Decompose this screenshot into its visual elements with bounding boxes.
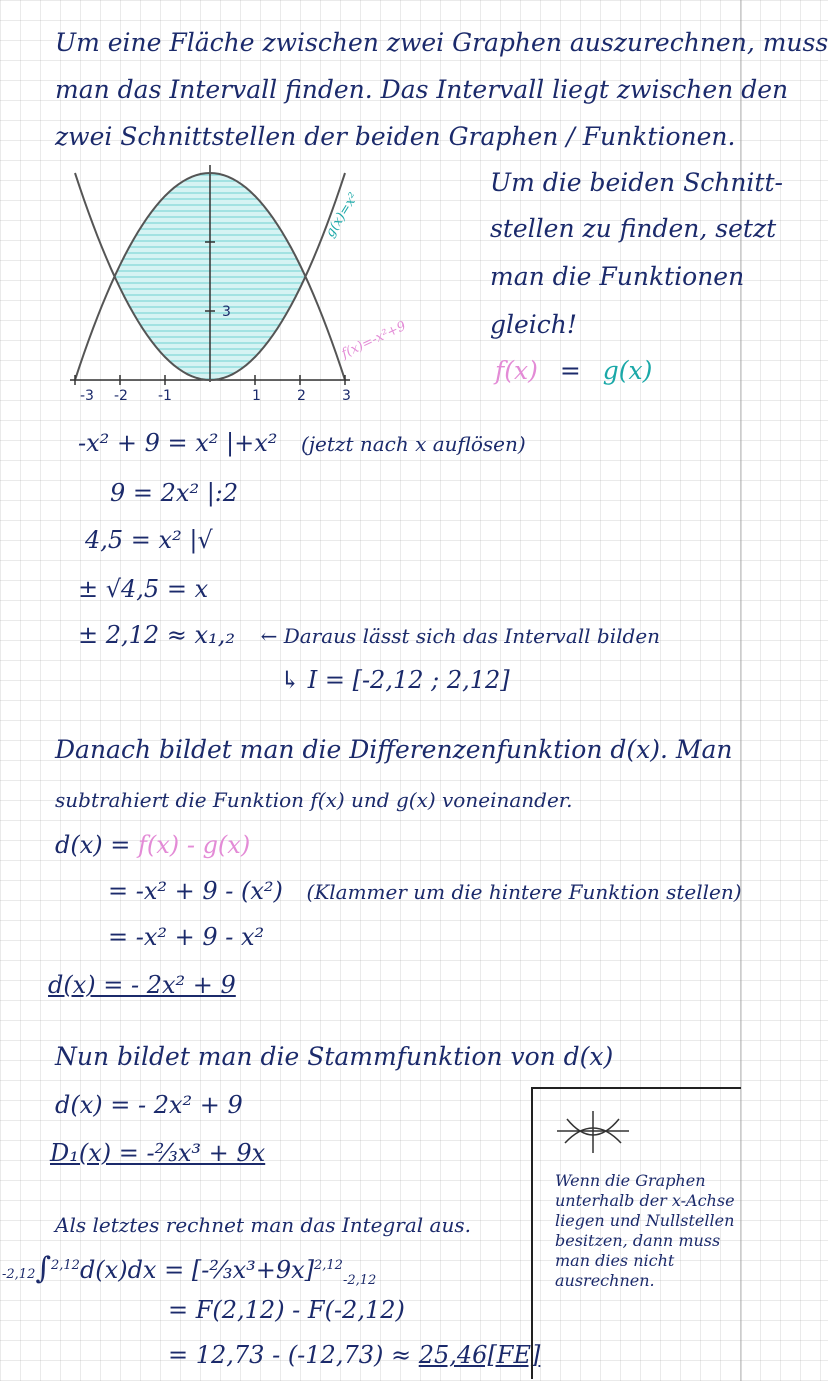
- integral-step-2-a: = 12,73 - (-12,73) ≈: [168, 1341, 412, 1369]
- x-tick--3: -3: [80, 388, 94, 404]
- x-tick-3: 3: [342, 388, 351, 404]
- y-tick-3: 3: [222, 304, 231, 320]
- sketch-graph-icon: [553, 1107, 633, 1155]
- integral-lower: -2,12: [2, 1267, 36, 1282]
- x-tick-1: 1: [252, 388, 261, 404]
- integral-step-2: [168, 1340, 540, 1370]
- solve-step-1: [78, 428, 526, 459]
- integral-result: 25,46[FE]: [418, 1341, 541, 1369]
- intro-line-1: Um eine Fläche zwischen zwei Graphen auszurechnen, muss: [55, 28, 828, 57]
- intro-line-2: man das Intervall finden. Das Intervall liegt zwischen den: [55, 75, 789, 104]
- solve-step-4: ± √4,5 = x: [78, 575, 209, 603]
- solve-step-2: 9 = 2x² |:2: [110, 479, 239, 507]
- side-note-g: g(x): [602, 356, 653, 385]
- integral-upper: 2,12: [50, 1258, 80, 1273]
- difference-def-f: f(x): [138, 831, 180, 859]
- function-graph: [60, 160, 409, 410]
- difference-step-1-note: (Klammer um die hintere Funktion stellen): [306, 880, 742, 904]
- x-tick-2: 2: [297, 388, 306, 404]
- difference-step-1-eq: = -x² + 9 - (x²): [108, 877, 283, 905]
- antiderivative-line: Nun bildet man die Stammfunktion von d(x): [55, 1042, 614, 1071]
- x-tick--1: -1: [158, 388, 172, 404]
- side-note-line-4: gleich!: [490, 310, 577, 339]
- solve-step-5-note: ← Daraus lässt sich das Intervall bilden: [260, 624, 661, 648]
- f-label: f(x)=-x²+9: [339, 318, 409, 362]
- difference-line-2: subtrahiert die Funktion f(x) und g(x) voneinander.: [55, 788, 573, 812]
- difference-def: [55, 830, 250, 860]
- side-note-line-3: man die Funktionen: [490, 262, 745, 291]
- difference-def-minus: -: [186, 831, 195, 859]
- solve-step-5: [78, 620, 660, 651]
- solve-step-5-eq: ± 2,12 ≈ x₁,₂: [78, 621, 235, 649]
- side-note-equation: [495, 356, 652, 386]
- solve-step-1-note: (jetzt nach x auflösen): [301, 432, 526, 456]
- solve-step-3: 4,5 = x² |√: [85, 526, 213, 554]
- g-label: g(x)=x²: [322, 190, 362, 241]
- antiderivative-D: D₁(x) = -⅔x³ + 9x: [50, 1139, 266, 1167]
- difference-step-1: [108, 876, 742, 907]
- difference-line-1: Danach bildet man die Differenzenfunktion d(x). Man: [55, 735, 733, 764]
- difference-def-g: g(x): [202, 831, 251, 859]
- integral-sign: ∫: [35, 1251, 51, 1286]
- x-tick--2: -2: [114, 388, 128, 404]
- note-box: [531, 1087, 741, 1379]
- difference-def-lhs: d(x) =: [55, 831, 131, 859]
- side-note-line-2: stellen zu finden, setzt: [490, 214, 777, 243]
- side-note-eq: =: [559, 356, 581, 385]
- integral-bracket-upper: 2,12: [314, 1258, 343, 1273]
- intro-line-3: zwei Schnittstellen der beiden Graphen / Funktionen.: [55, 122, 736, 151]
- integral-body: d(x)dx = [-⅔x³+9x]: [79, 1256, 314, 1284]
- integral-line: Als letztes rechnet man das Integral aus.: [55, 1213, 471, 1237]
- integral-expression: [2, 1248, 376, 1299]
- integral-bracket-lower: -2,12: [342, 1272, 377, 1288]
- difference-result: d(x) = - 2x² + 9: [48, 971, 236, 999]
- side-note-f: f(x): [495, 356, 538, 385]
- side-note-line-1: Um die beiden Schnitt-: [490, 168, 783, 197]
- note-box-text: Wenn die Graphen unterhalb der x-Achse liegen und Nullstellen besitzen, dann muss man dies nicht ausrechnen.: [555, 1171, 735, 1290]
- antiderivative-d: d(x) = - 2x² + 9: [55, 1091, 243, 1119]
- solve-step-1-eq: -x² + 9 = x² |+x²: [78, 429, 278, 457]
- integral-step-1: = F(2,12) - F(-2,12): [168, 1296, 405, 1324]
- interval: ↳ I = [-2,12 ; 2,12]: [280, 666, 510, 694]
- difference-step-2: = -x² + 9 - x²: [108, 923, 265, 951]
